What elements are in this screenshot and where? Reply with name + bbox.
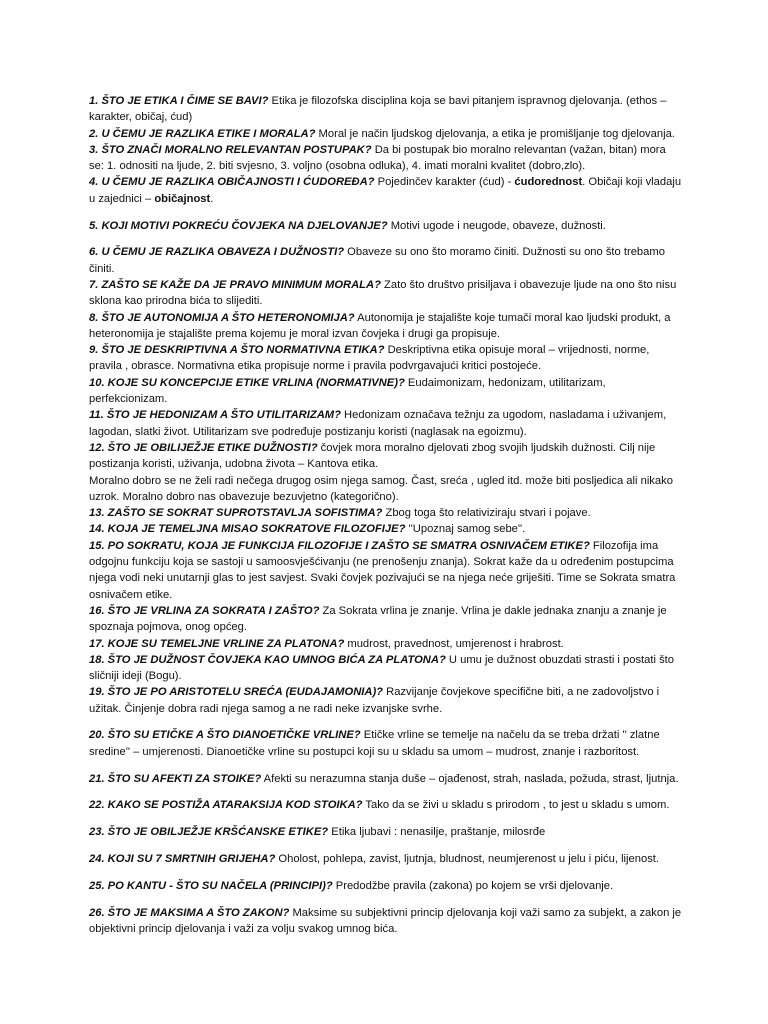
question-text: 1. ŠTO JE ETIKA I ČIME SE BAVI? — [89, 95, 269, 107]
question-22 — [89, 797, 683, 813]
answer-text: Oholost, pohlepa, zavist, ljutnja, bludnost, neumjerenost u jelu i piću, lijenost. — [275, 852, 659, 865]
question-6 — [89, 244, 683, 277]
answer-text: Motivi ugode i neugode, obaveze, dužnosti. — [387, 219, 606, 232]
question-text: 9. ŠTO JE DESKRIPTIVNA A ŠTO NORMATIVNA ETIKA? — [89, 344, 385, 357]
answer-text: Da bi postupak bio moralno relevantan (važan, bitan) mora se: 1. odnositi na ljude, 2. biti svjesno, 3. voljno (osobna odluka), 4. imati moralni kvalitet (dobro,zlo). — [89, 143, 666, 173]
question-text: 20. ŠTO SU ETIČKE A ŠTO DIANOETIČKE VRLINE? — [89, 729, 361, 742]
question-8 — [89, 310, 683, 343]
question-13 — [89, 505, 683, 521]
question-4 — [89, 174, 683, 207]
question-26 — [89, 905, 683, 938]
question-text: 10. KOJE SU KONCEPCIJE ETIKE VRLINA (NORMATIVNE)? — [89, 376, 405, 389]
answer-text: Tako da se živi u skladu s prirodom , to jest u skladu s umom. — [362, 799, 670, 812]
answer-text: Za Sokrata vrlina je znanje. Vrlina je dakle jednaka znanju a znanje je spoznaja pojmova, onog općeg. — [89, 604, 667, 634]
question-12 — [89, 440, 683, 505]
question-11 — [89, 407, 683, 440]
answer-text: Zbog toga što relativiziraju stvari i pojave. — [382, 507, 591, 520]
question-24 — [89, 851, 683, 867]
question-text: 3. ŠTO ZNAČI MORALNO RELEVANTAN POSTUPAK? — [89, 143, 372, 156]
answer-text: Eudaimonizam, hedonizam, utilitarizam, perfekcionizam. — [89, 376, 606, 406]
question-text: 23. ŠTO JE OBILJEŽJE KRŠĆANSKE ETIKE? — [89, 826, 329, 839]
question-text: 24. KOJI SU 7 SMRTNIH GRIJEHA? — [89, 852, 276, 865]
answer-text: Etičke vrline se temelje na načelu da se treba držati '' zlatne sredine'' – umjerenosti. Dianoetičke vrline su postupci koji su u skladu sa umom – mudrost, znanje i razboritost. — [89, 729, 660, 758]
answer-text: Maksime su subjektivni princip djelovanja koji važi samo za subjekt, a zakon je objektivni princip djelovanja i važi za volju svakog umnog bića. — [89, 906, 682, 935]
question-17 — [89, 636, 683, 652]
question-text: 2. U ČEMU JE RAZLIKA ETIKE I MORALA? — [89, 127, 316, 140]
question-text: 11. ŠTO JE HEDONIZAM A ŠTO UTILITARIZAM? — [89, 409, 341, 422]
question-text: 12. ŠTO JE OBILIJEŽJE ETIKE DUŽNOSTI? — [89, 441, 318, 454]
answer-text: Zato što društvo prisiljava i obavezuje ljude na ono što nisu sklona kao prirodna bića to slijediti. — [89, 278, 677, 308]
question-10 — [89, 375, 683, 408]
answer-text: Hedonizam označava težnju za ugodom, nasladama i uživanjem, lagodan, slatki život. Utilitarizam sve podređuje postizanju koristi (naglasak na egoizmu). — [89, 409, 667, 438]
question-text: 21. ŠTO SU AFEKTI ZA STOIKE? — [89, 772, 262, 785]
question-21 — [89, 771, 683, 787]
answer-text: Etika je filozofska disciplina koja se bavi pitanjem ispravnog djelovanja. (ethos – karakter, običaj, ćud) — [89, 95, 667, 124]
question-16 — [89, 603, 683, 636]
question-14 — [89, 521, 683, 537]
answer-term-cudorednost: ćudorednost — [514, 176, 583, 189]
question-text: 14. KOJA JE TEMELJNA MISAO SOKRATOVE FILOZOFIJE? — [89, 523, 406, 536]
answer-text: U umu je dužnost obuzdati strasti i postati što sličniji ideji (Bogu). — [89, 653, 675, 683]
question-23 — [89, 824, 683, 840]
question-19 — [89, 684, 683, 717]
answer-text: Razvijanje čovjekove specifične biti, a ne zadovoljstvo i užitak. Činjenje dobra radi njega samog a ne radi neke izvanjske svrhe. — [89, 686, 660, 715]
question-text: 15. PO SOKRATU, KOJA JE FUNKCIJA FILOZOFIJE I ZAŠTO SE SMATRA OSNIVAČEM ETIKE? — [89, 539, 590, 552]
question-text: 25. PO KANTU - ŠTO SU NAČELA (PRINCIPI)? — [89, 879, 333, 892]
question-9 — [89, 342, 683, 375]
question-text: 16. ŠTO JE VRLINA ZA SOKRATA I ZAŠTO? — [89, 604, 320, 617]
answer-text: . — [210, 192, 214, 205]
question-text: 26. ŠTO JE MAKSIMA A ŠTO ZAKON? — [89, 906, 290, 919]
answer-text: ''Upoznaj samog sebe''. — [405, 523, 526, 536]
question-15 — [89, 538, 683, 603]
answer-text: Obaveze su ono što moramo činiti. Dužnosti su ono što trebamo činiti. — [89, 246, 665, 275]
question-text: 5. KOJI MOTIVI POKREĆU ČOVJEKA NA DJELOVANJE? — [89, 219, 388, 232]
answer-text: Predodžbe pravila (zakona) po kojem se vrši djelovanje. — [332, 879, 614, 892]
answer-text: mudrost, pravednost, umjerenost i hrabrost. — [344, 637, 564, 650]
question-text: 18. ŠTO JE DUŽNOST ČOVJEKA KAO UMNOG BIĆA ZA PLATONA? — [89, 653, 446, 666]
question-text: 17. KOJE SU TEMELJNE VRLINE ZA PLATONA? — [89, 637, 345, 650]
question-25 — [89, 878, 683, 894]
answer-text: Moral je način ljudskog djelovanja, a etika je promišljanje tog djelovanja. — [315, 127, 675, 140]
question-text: 6. U ČEMU JE RAZLIKA OBAVEZA I DUŽNOSTI? — [89, 246, 345, 259]
question-text: 4. U ČEMU JE RAZLIKA OBIČAJNOSTI I ĆUDOREĐA? — [89, 176, 375, 189]
answer-term-obicajnost: običajnost — [154, 192, 211, 205]
question-20 — [89, 727, 683, 760]
document-page — [89, 93, 683, 937]
answer-text: čovjek mora moralno djelovati zbog svojih ljudskih dužnosti. Cilj nije postizanja koristi, uživanja, udobna života – Kantova etika. — [89, 441, 656, 471]
answer-continuation: Moralno dobro se ne želi radi nečega drugog osim njega samog. Čast, sreća , ugled itd. može biti posljedica ali nikako uzrok. Moralno dobro nas obavezuje bezuvjetno (kategorično). — [89, 474, 673, 503]
answer-text: Deskriptivna etika opisuje moral – vrijednosti, norme, pravila , obrasce. Normativna etika propisuje norme i pravila podvrgavajući kritici postojeće. — [89, 344, 650, 373]
question-text: 19. ŠTO JE PO ARISTOTELU SREĆA (EUDAJAMONIA)? — [89, 686, 384, 699]
answer-text: Etika ljubavi : nenasilje, praštanje, milosrđe — [328, 826, 546, 839]
question-2 — [89, 126, 683, 142]
answer-text: . Običaji koji vladaju u zajednici – — [89, 176, 682, 205]
question-text: 8. ŠTO JE AUTONOMIJA A ŠTO HETERONOMIJA? — [89, 311, 355, 324]
question-5 — [89, 218, 683, 234]
question-text: 22. KAKO SE POSTIŽA ATARAKSIJA KOD STOIKA? — [89, 799, 363, 812]
answer-text: Filozofija ima odgojnu funkciju koja se sastoji u samoosvješćivanju (ne prenošenju znanja). Sokrat kaže da u određenim postupcima njega vodi neki unutarnji glas to jest savjest. Svaki čovjek pozivajući se na njega neće griješiti. Time se Sokrata smatra osnivačem etike. — [89, 539, 676, 601]
question-1 — [89, 93, 683, 126]
question-text: 7. ZAŠTO SE KAŽE DA JE PRAVO MINIMUM MORALA? — [89, 278, 381, 291]
question-18 — [89, 652, 683, 685]
answer-text: Autonomija je stajalište koje tumači moral kao ljudski produkt, a heteronomija je stajalište prema kojemu je moral izvan čovjeka i drugi ga propisuje. — [89, 311, 671, 340]
answer-text: Afekti su nerazumna stanja duše – ojađenost, strah, naslada, požuda, strast, ljutnja. — [261, 772, 679, 785]
question-text: 13. ZAŠTO SE SOKRAT SUPROTSTAVLJA SOFISTIMA? — [89, 507, 383, 520]
question-3 — [89, 142, 683, 175]
answer-text: Pojedinčev karakter (ćud) - — [374, 176, 515, 189]
question-7 — [89, 277, 683, 310]
